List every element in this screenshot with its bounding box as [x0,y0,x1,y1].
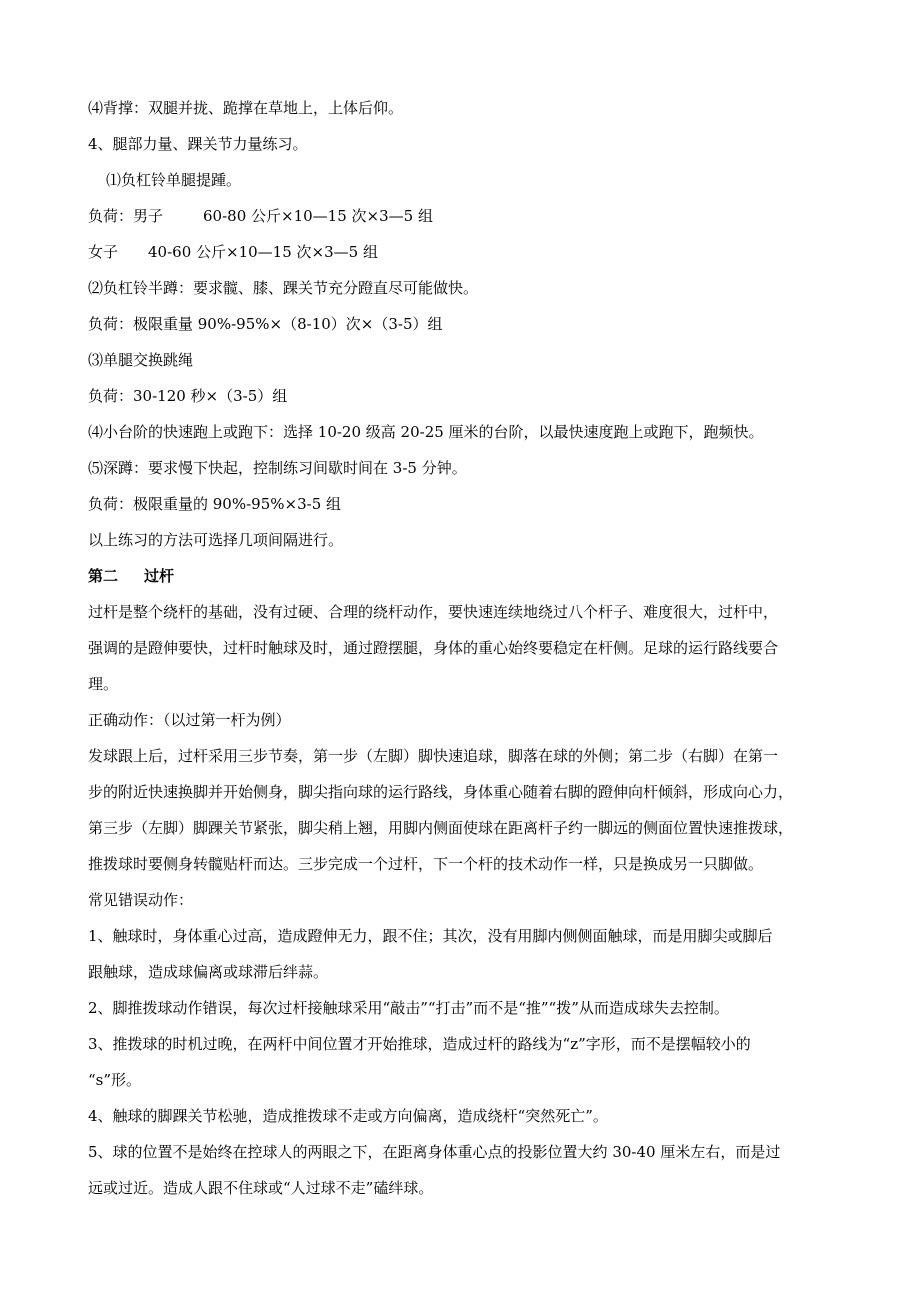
section-heading [88,558,848,594]
text-line: 3、推拨球的时机过晚，在两杆中间位置才开始推球，造成过杆的路线为“z”字形，而不是摆幅较小的 [88,1035,751,1053]
document-page [88,90,848,1206]
load-value: 60-80 公斤×10—15 次×3—5 组 [203,207,433,225]
paragraph-intro [88,594,848,702]
text-line: 5、球的位置不是始终在控球人的两眼之下，在距离身体重心点的投影位置大约 30-40 厘米左右，而是过 [88,1143,781,1161]
load-women-line [88,234,848,270]
text-line: ⑶单腿交换跳绳 [88,351,194,369]
text-line: 步的附近快速换脚并开始侧身，脚尖指向球的运行路线，身体重心随着右脚的蹬伸向杆倾斜，形成向心力， [88,783,794,801]
text-line: 负荷：极限重量 90%-95%×（8-10）次×（3-5）组 [88,315,443,333]
text-line: 1、触球时，身体重心过高，造成蹬伸无力，跟不住；其次，没有用脚内侧侧面触球，而是用脚尖或脚后 [88,927,773,945]
error-item-4: 4、触球的脚踝关节松驰，造成推拨球不走或方向偏离，造成绕杆“突然死亡”。 [88,1107,608,1125]
load-value: 40-60 公斤×10—15 次×3—5 组 [148,243,378,261]
text-line: ⑵负杠铃半蹲：要求髋、膝、踝关节充分蹬直尽可能做快。 [88,279,479,297]
text-line: “s”形。 [88,1071,142,1089]
error-item-1 [88,918,848,990]
error-item-2: 2、脚推拨球动作错误，每次过杆接触球采用“敲击”“打击”而不是“推”“拨”从而造成球失去控制。 [88,999,729,1017]
text-line: 发球跟上后，过杆采用三步节奏，第一步（左脚）脚快速追球，脚落在球的外侧；第二步（右脚）在第一 [88,747,779,765]
text-line: 过杆是整个绕杆的基础，没有过硬、合理的绕杆动作，要快速连续地绕过八个杆子、难度很大，过杆中， [88,603,779,621]
error-item-5 [88,1134,848,1206]
paragraph-correct-action [88,738,848,882]
text-line: ⑸深蹲：要求慢下快起，控制练习间歇时间在 3-5 分钟。 [88,459,467,477]
text-line: ⑷背撑：双腿并拢、跪撑在草地上，上体后仰。 [88,99,404,117]
text-line: 推拨球时要侧身转髋贴杆而达。三步完成一个过杆，下一个杆的技术动作一样，只是换成另一只脚做。 [88,855,764,873]
text-line: 正确动作：（以过第一杆为例） [88,711,291,729]
text-line: 负荷：30-120 秒×（3-5）组 [88,387,288,405]
text-line: ⑴负杠铃单腿提踵。 [106,171,242,189]
text-line: 以上练习的方法可选择几项间隔进行。 [88,531,344,549]
text-line: 跟触球，造成球偏离或球滞后绊蒜。 [88,963,329,981]
text-line: 第三步（左脚）脚踝关节紧张，脚尖稍上翘，用脚内侧面使球在距离杆子约一脚远的侧面位置快速推拨球， [88,819,794,837]
text-line: 强调的是蹬伸要快，过杆时触球及时，通过蹬摆腿，身体的重心始终要稳定在杆侧。足球的运行路线要合 [88,639,779,657]
load-label: 女子 [88,243,119,261]
text-line: 理。 [88,675,119,693]
text-line: 4、腿部力量、踝关节力量练习。 [88,135,308,153]
section-title: 过杆 [144,567,175,585]
error-item-3 [88,1026,848,1098]
text-line: ⑷小台阶的快速跑上或跑下：选择 10-20 级高 20-25 厘米的台阶，以最快速度跑上或跑下，跑频快。 [88,423,764,441]
text-line: 常见错误动作： [88,891,194,909]
section-number: 第二 [88,567,119,585]
text-line: 负荷：极限重量的 90%-95%×3-5 组 [88,495,342,513]
load-label: 负荷：男子 [88,207,164,225]
text-line: 远或过近。造成人跟不住球或“人过球不走”磕绊球。 [88,1179,434,1197]
load-men-line [88,198,848,234]
